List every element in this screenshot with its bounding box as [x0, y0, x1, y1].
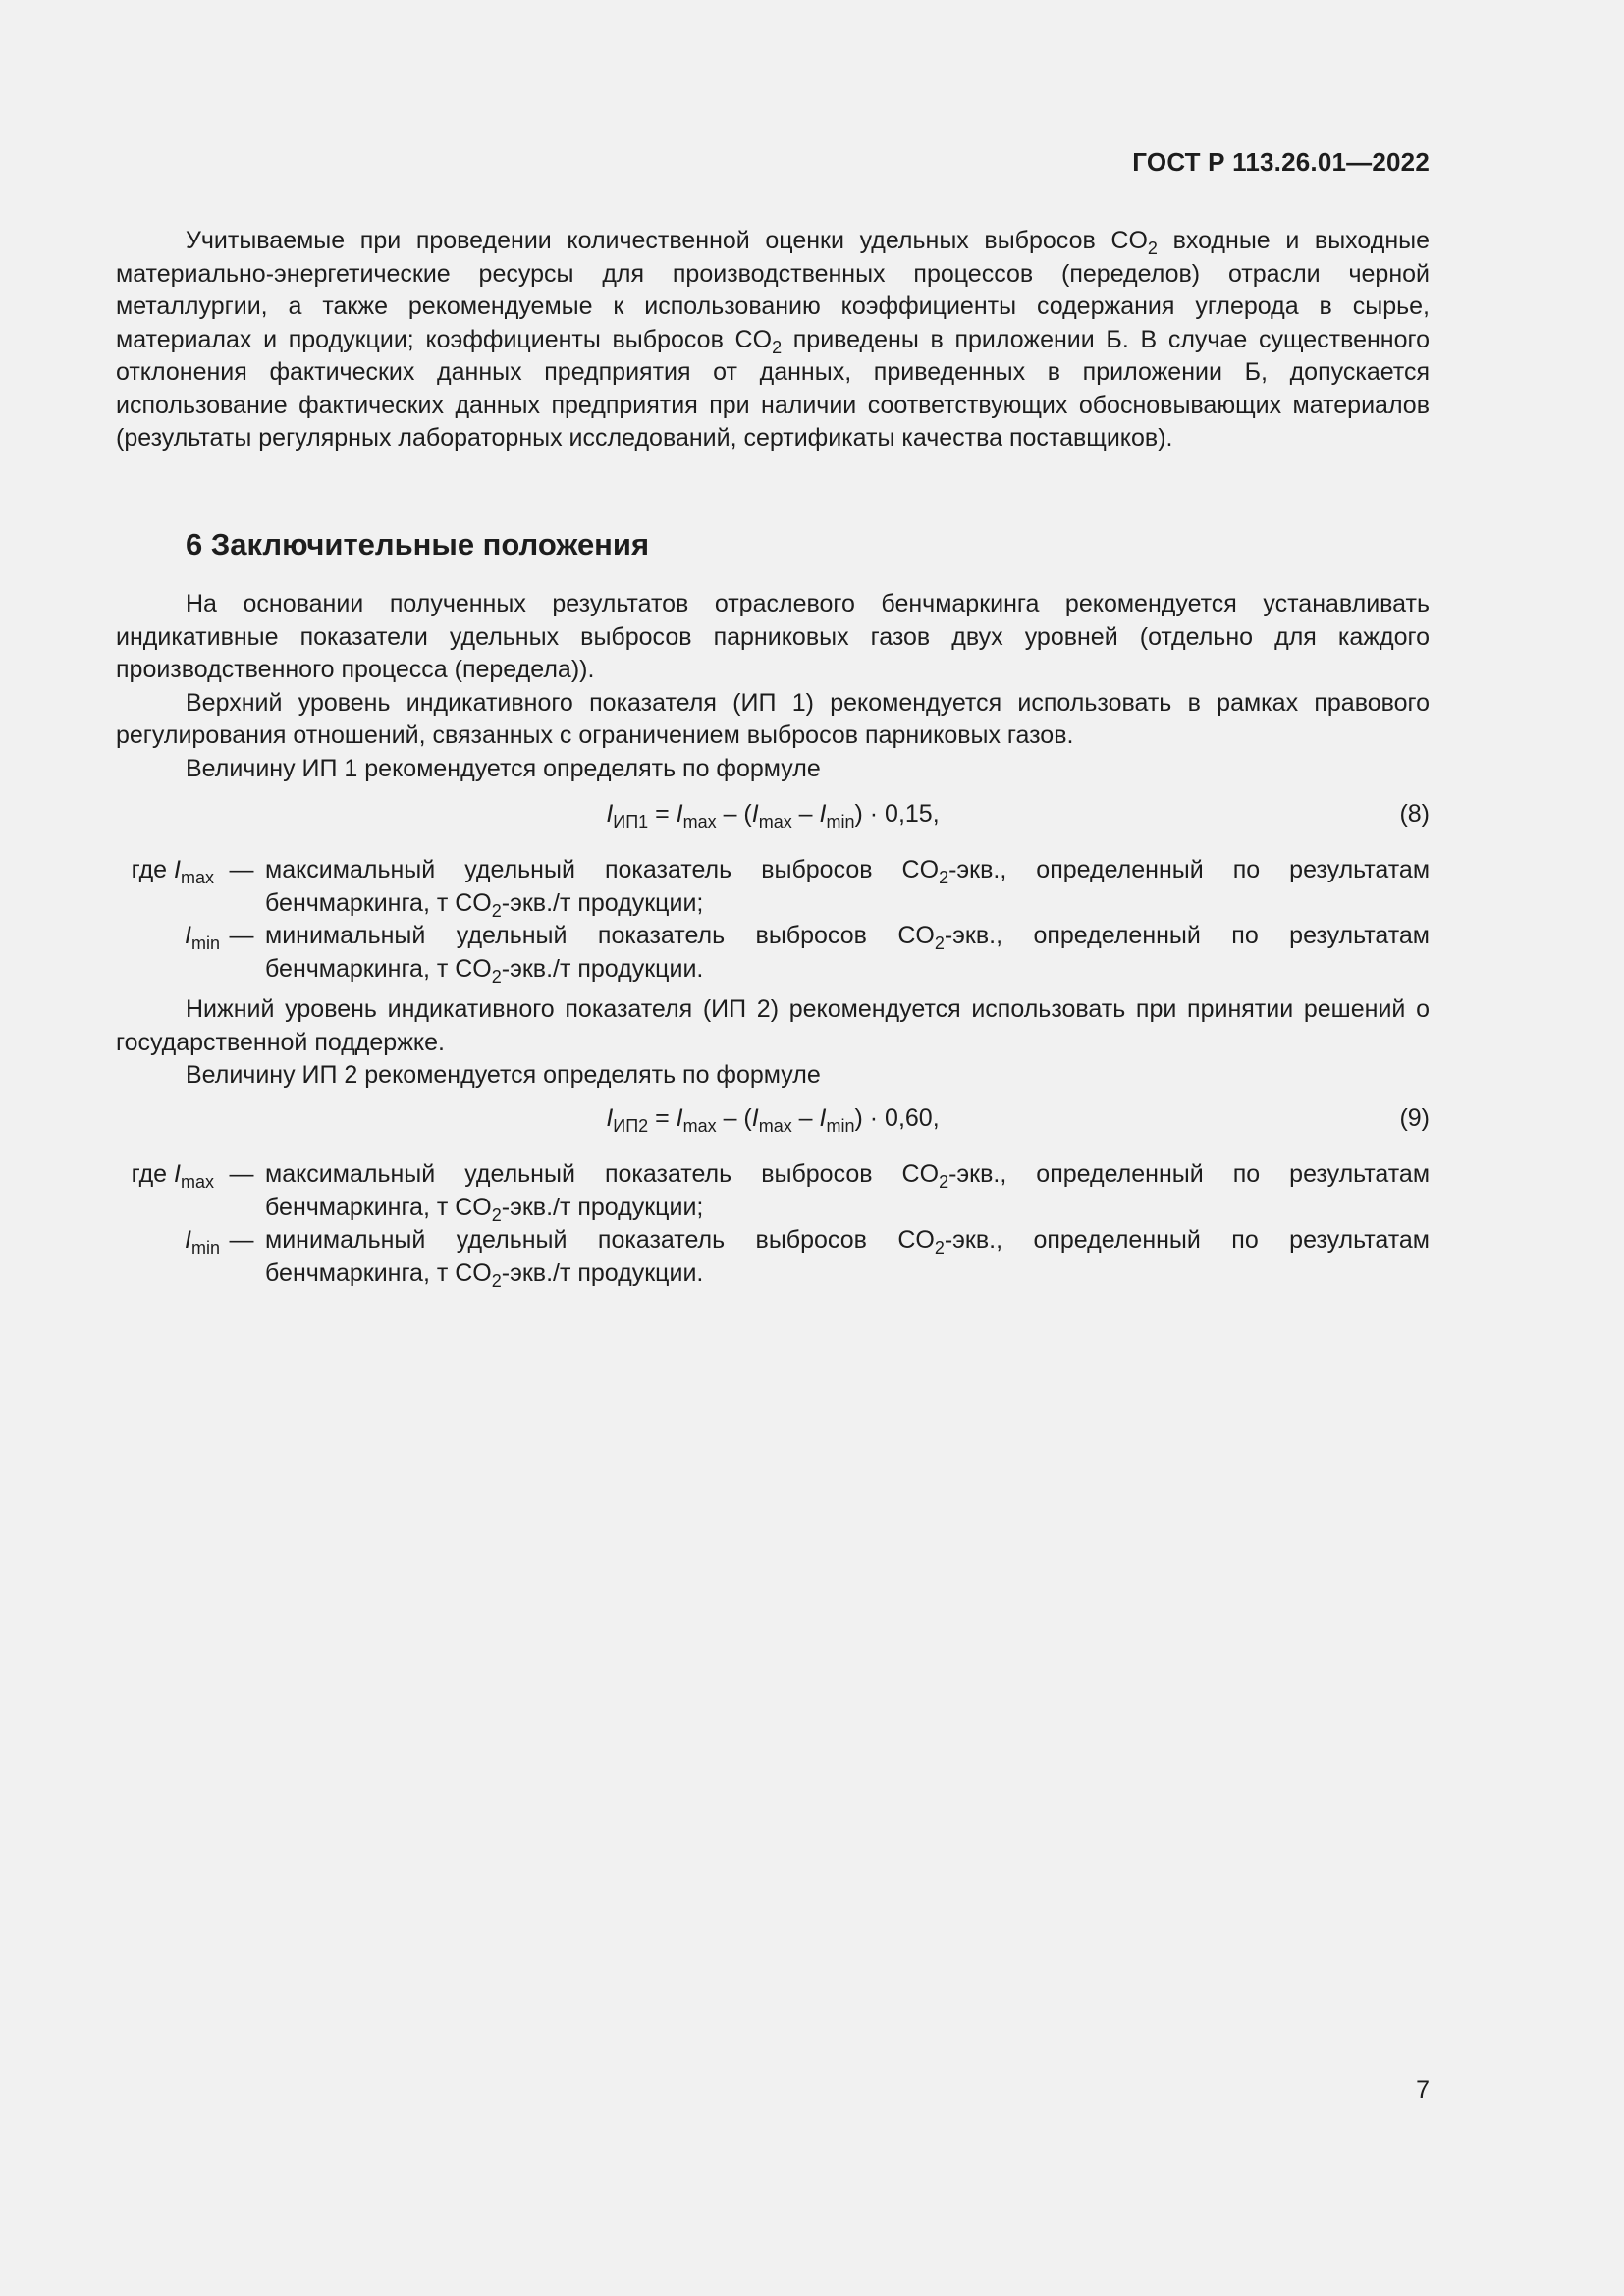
- paragraph: Верхний уровень индикативного показателя (ИП 1) рекомендуется использовать в рамках правового регулирования отношений, связанных с ограничением выбросов парниковых газов.: [116, 688, 1430, 749]
- definition-imax: [116, 854, 1430, 920]
- definition-symbol: $I_{min}$: [185, 922, 220, 953]
- paragraph: Величину ИП 1 рекомендуется определять по формуле: [186, 754, 821, 782]
- paragraph: Величину ИП 2 рекомендуется определять по формуле: [186, 1061, 821, 1089]
- definition-imax: [116, 1158, 1430, 1224]
- paragraph: Нижний уровень индикативного показателя (ИП 2) рекомендуется использовать при принятии решений о государственной поддержке.: [116, 995, 1430, 1056]
- definition-dash: —: [229, 1160, 254, 1188]
- definition-imin: [116, 1224, 1430, 1290]
- definition-text: максимальный удельный показатель выбросов $CO_2$-экв., определенный по результатам бенчмаркинга, т $CO_2-экв./т$ продукции;: [265, 856, 1431, 921]
- definition-imin: [116, 920, 1430, 986]
- document-header: ГОСТ Р 113.26.01—2022: [1132, 147, 1430, 177]
- formula-expression: $I_{ИП1} = I_{max} - (I_{max} - I_{min}) \cdot 0,15$,: [606, 800, 940, 831]
- definition-symbol: где $I_{max}$: [131, 856, 214, 887]
- formula-number: (9): [1399, 1104, 1430, 1132]
- intro-paragraph-block: [116, 225, 1430, 455]
- section-heading: 6 Заключительные положения: [186, 527, 650, 561]
- definition-text: максимальный удельный показатель выбросов $CO_2$-экв., определенный по результатам бенчмаркинга, т $CO_2-экв./т$ продукции;: [265, 1160, 1431, 1225]
- intro-paragraph: Учитываемые при проведении количественной оценки удельных выбросов $CO_2$ входные и выходные материально-энергетические ресурсы для производственных процессов (переделов) отрасли черной металлургии, а также рекомендуемые к использованию коэффициенты содержания углерода в сырье, материалах и продукции; коэффициенты выбросов $CO_2$ приведены в приложении Б. В случае существенного отклонения фактических данных предприятия от данных, приведенных в приложении Б, допускается использование фактических данных предприятия при наличии соответствующих обосновывающих материалов (результаты регулярных лабораторных исследований, сертификаты качества поставщиков).: [116, 227, 1431, 452]
- definition-dash: —: [229, 1226, 254, 1254]
- section6-paragraphs: [116, 588, 1430, 785]
- definition-text: минимальный удельный показатель выбросов $CO_2$-экв., определенный по результатам бенчмаркинга, т $CO_2-экв./т$ продукции.: [265, 922, 1430, 987]
- definition-symbol: где $I_{max}$: [131, 1160, 214, 1192]
- definition-symbol: $I_{min}$: [185, 1226, 220, 1257]
- definition-text: минимальный удельный показатель выбросов $CO_2$-экв., определенный по результатам бенчмаркинга, т $CO_2-экв./т$ продукции.: [265, 1226, 1430, 1291]
- section6-paragraphs-2: [116, 993, 1430, 1093]
- formula-9: [116, 1104, 1430, 1144]
- formula-expression: $I_{ИП2} = I_{max} - (I_{max} - I_{min}) \cdot 0,60$,: [606, 1104, 940, 1136]
- formula-number: (8): [1399, 800, 1430, 828]
- definition-dash: —: [229, 856, 254, 883]
- formula-8: [116, 800, 1430, 839]
- page-number: 7: [1416, 2076, 1430, 2104]
- definition-dash: —: [229, 922, 254, 949]
- paragraph: На основании полученных результатов отраслевого бенчмаркинга рекомендуется устанавливать индикативные показатели удельных выбросов парниковых газов двух уровней (отдельно для каждого производственного процесса (передела)).: [116, 590, 1430, 683]
